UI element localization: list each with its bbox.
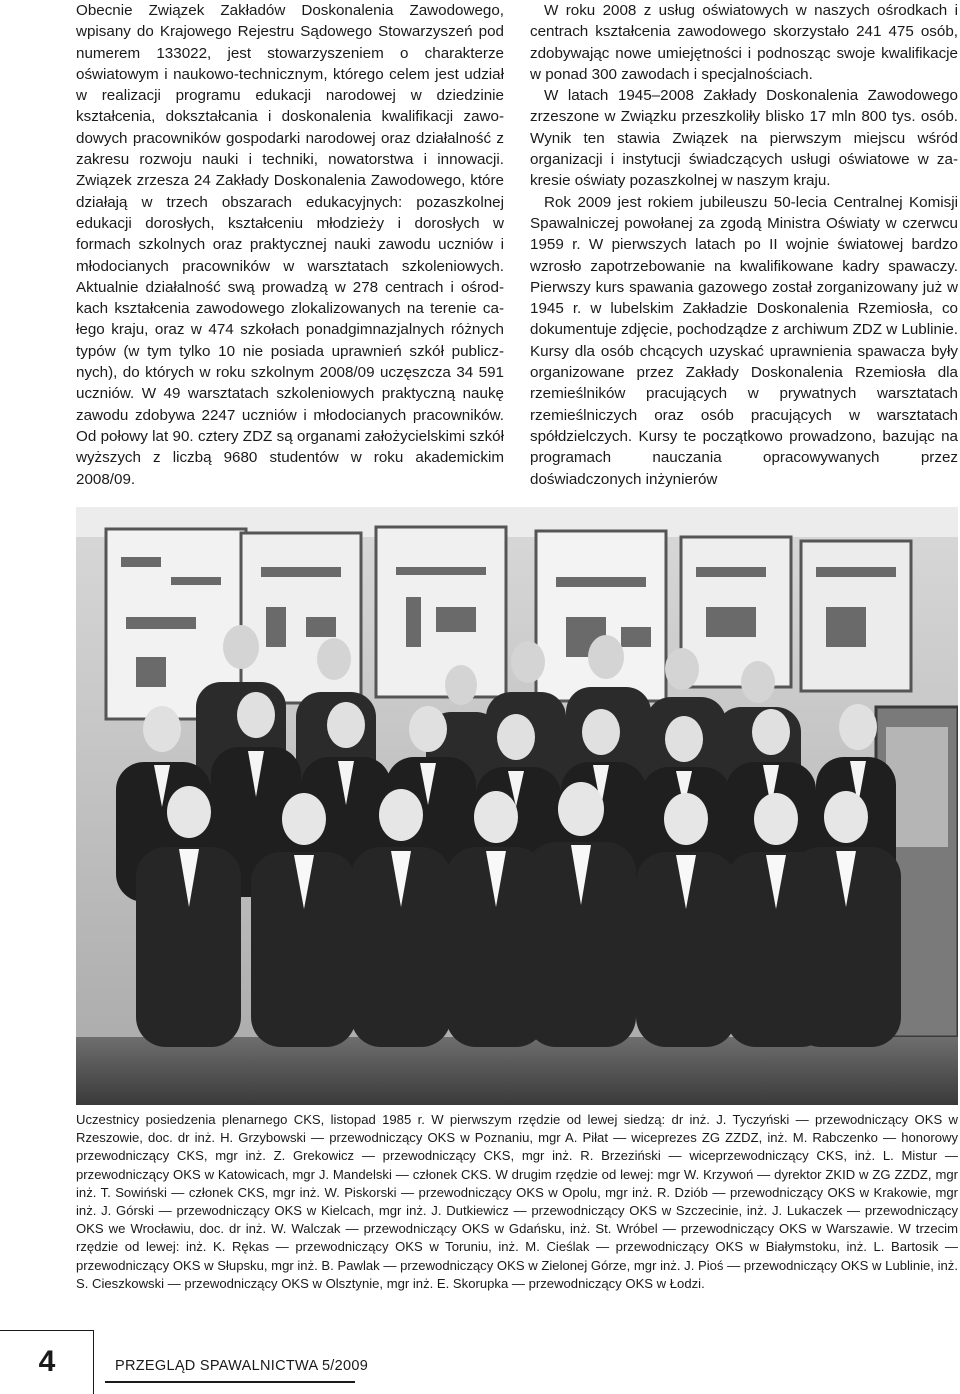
- journal-title: PRZEGLĄD SPAWALNICTWA 5/2009: [115, 1358, 369, 1374]
- group-photo: [76, 507, 958, 1105]
- left-text-column: [76, 0, 504, 490]
- right-column-paragraph-1: W roku 2008 z usług oświatowych w naszych ośrodkach i centrach kształcenia zawodowego skorzystało 241 475 osób, zdobywając nowe umiejętności i podnosząc swoje kwalifikacje w ponad 300 zawodach i specjalnościach.: [530, 2, 958, 83]
- photo-caption: Uczestnicy posiedzenia plenarnego CKS, listopad 1985 r. W pierwszym rzędzie od lewej siedzą: dr inż. J. Tyczyński — przewodniczący OKS w Rzeszowie, doc. dr inż. H. Grzybowski — przewodniczący OKS w Poznaniu, mgr A. Piłat — wiceprezes ZG ZZDZ, inż. M. Rabczenko — honorowy przewodniczący CKS, mgr inż. Z. Grekowicz — przewodniczący CKS, mgr inż. R. Brzeziński — wiceprzewodniczący CKS, inż. L. Mistur — przewodniczący OKS w Katowicach, mgr J. Mandelski — członek CKS. W drugim rzędzie od lewej: mgr W. Krzywoń — dyrektor ZKID w ZG ZZDZ, mgr inż. T. Sowiński — członek CKS, mgr inż. W. Piskorski — przewodniczący OKS w Opolu, mgr inż. R. Dziób — przewodniczący OKS w Krakowie, mgr inż. J. Górski — przewodniczący OKS w Kielcach, mgr inż. J. Dutkiewicz — przewodniczący OKS w Szczecinie, inż. J. Lukaczek — przewodniczący OKS we Wrocławiu, doc. dr inż. W. Walczak — przewodniczący OKS w Gdańsku, inż. St. Wróbel — przewodniczący OKS w Warszawie. W trzecim rzędzie od lewej: inż. K. Rękas — przewodniczący OKS w Toruniu, inż. M. Cieślak — przewodniczący OKS w Białymstoku, inż. L. Bartosik — przewodniczący OKS w Słupsku, mgr inż. B. Pawlak — przewodniczący OKS w Zielonej Górze, mgr inż. J. Pioś — przewodniczący OKS w Lublinie, inż. S. Cieszkowski — przewodniczący OKS w Olsztynie, mgr inż. E. Skorupka — przewodniczący OKS w Łodzi.: [76, 1112, 958, 1291]
- footer-rule: [105, 1381, 355, 1383]
- right-column-paragraph-2: W latach 1945–2008 Zakłady Doskonalenia Zawodowego zrzeszone w Związku przeszkoliły blisko 17 mln 800 tys. osób. Wynik ten stawia Związek na pierwszym miejscu wśród organizacji i instytucji świadczących usługi oświatowe w zakresie oświaty pozaszkolnej w naszym kraju.: [530, 87, 958, 190]
- left-column-paragraph: Obecnie Związek Zakładów Doskonalenia Zawodowego, wpisany do Krajowego Rejestru Sądowego Stowarzyszeń pod numerem 133022, jest stowarzyszeniem o charakterze oświatowym i naukowo-technicznym, którego celem jest udział w realizacji programu edukacji narodowej w dziedzinie kształcenia, dokształcania i doskonalenia kwalifikacji zawodowych pracowników gospodarki narodowej oraz działalność z zakresu rozwoju nauki i techniki, nowatorstwa i innowacji. Związek zrzesza 24 Zakłady Doskonalenia Zawodowego, które działają w trzech obszarach edukacyjnych: pozaszkolnej edukacji dorosłych, kształceniu młodzieży i dorosłych w formach szkolnych oraz praktycznej nauki zawodu uczniów i młodocianych pracowników w warsztatach szkoleniowych. Aktualnie działalność swą prowadzą w 278 centrach i ośrodkach kształcenia zawodowego zlokalizowanych na terenie całego kraju, oraz w 474 szkołach ponadgimnazjalnych różnych typów (w tym tylko 10 nie posiada uprawnień szkół publicznych), do których w roku szkolnym 2008/09 uczęszcza 34 591 uczniów. W 49 warsztatach szkoleniowych praktyczną naukę zawodu zdobywa 2247 uczniów i młodocianych pracowników. Od połowy lat 90. cztery ZDZ są organami założycielskimi szkół wyższych z liczbą 9680 studentów w roku akademickim 2008/09.: [76, 2, 504, 488]
- right-column-paragraph-3: Rok 2009 jest rokiem jubileuszu 50-lecia Centralnej Komisji Spawalniczej powołanej za zgodą Ministra Oświaty w czerwcu 1959 r. W pierwszych latach po II wojnie światowej bardzo wzrosło zapotrzebowanie na kwalifikowane kadry spawaczy. Pierwszy kurs spawania gazowego został zorganizowany już w 1945 r. w lubelskim Zakładzie Doskonalenia Rzemiosła, co dokumentuje zdjęcie, pochodządze z archiwum ZDZ w Lublinie. Kursy dla osób chcących uzyskać uprawnienia spawacza były organizowane przez Zakłady Doskonalenia Rzemiosła dla rzemieślników pracujących w prywatnych warsztatach rzemieślniczych oraz osób pracujących w warsztatach spółdzielczych. Kursy te początkowo prowadzono, bazując na programach nauczania opracowywanych przez doświadczonych inżynierów: [530, 193, 958, 488]
- page-number: 4: [38, 1345, 56, 1378]
- right-text-column: [530, 0, 958, 490]
- group-photo-illustration: [76, 507, 958, 1105]
